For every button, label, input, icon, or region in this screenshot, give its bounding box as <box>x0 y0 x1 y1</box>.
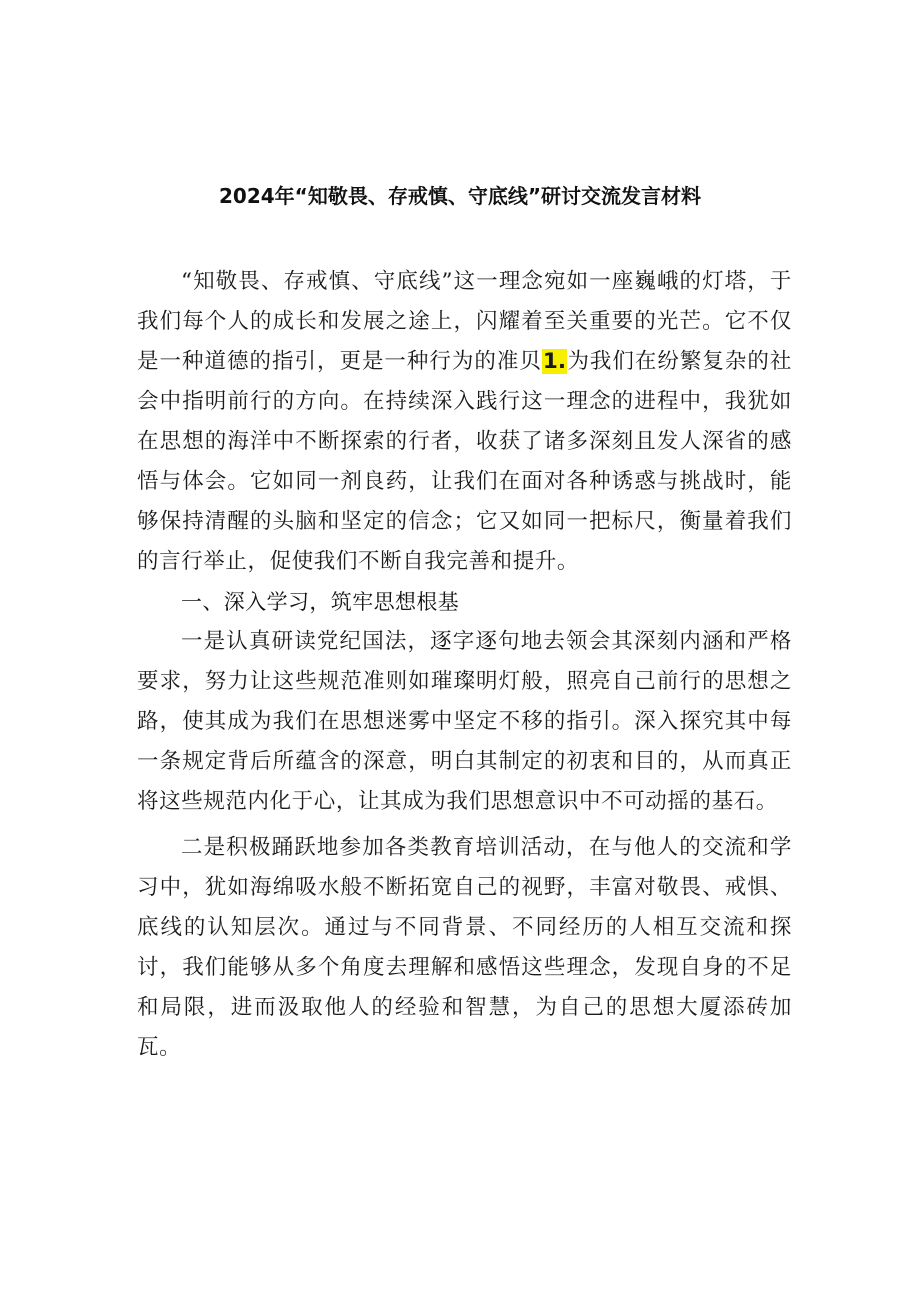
intro-paragraph <box>137 262 792 582</box>
intro-text-before-marker: “知敬畏、存戒慎、守底线”这一理念宛如一座巍峨的灯塔，于我们每个人的成长和发展之途上，闪耀着至关重要的光芒。它不仅是一种道德的指引，更是一种行为的准贝 <box>137 269 792 374</box>
highlighted-marker: 1. <box>542 349 567 374</box>
section-heading: 一、深入学习，筑牢思想根基 <box>181 590 460 614</box>
document-title: 2024年“知敬畏、存戒慎、守底线”研讨交流发言材料 <box>219 184 701 208</box>
section-paragraph: 二是积极踊跃地参加各类教育培训活动，在与他人的交流和学习中，犹如海绵吸水般不断拓宽自己的视野，丰富对敬畏、戒惧、底线的认知层次。通过与不同背景、不同经历的人相互交流和探讨，我们能够从多个角度去理解和感悟这些理念，发现自身的不足和局限，进而汲取他人的经验和智慧，为自己的思想大厦添砖加瓦。 <box>137 835 792 1060</box>
document-body <box>137 262 792 1068</box>
intro-text-after-marker: 为我们在纷繁复杂的社会中指明前行的方向。在持续深入践行这一理念的进程中，我犹如在思想的海洋中不断探索的行者，收获了诸多深刻且发人深省的感悟与体会。它如同一剂良药，让我们在面对各种诱惑与挑战时，能够保持清醒的头脑和坚定的信念；它又如同一把标尺，衡量着我们的言行举止，促使我们不断自我完善和提升。 <box>137 349 792 574</box>
section-paragraph: 一是认真研读党纪国法，逐字逐句地去领会其深刻内涵和严格要求，努力让这些规范准则如璀璨明灯般，照亮自己前行的思想之路，使其成为我们在思想迷雾中坚定不移的指引。深入探究其中每一条规定背后所蕴含的深意，明白其制定的初衷和目的，从而真正将这些规范内化于心，让其成为我们思想意识中不可动摇的基石。 <box>137 629 792 814</box>
